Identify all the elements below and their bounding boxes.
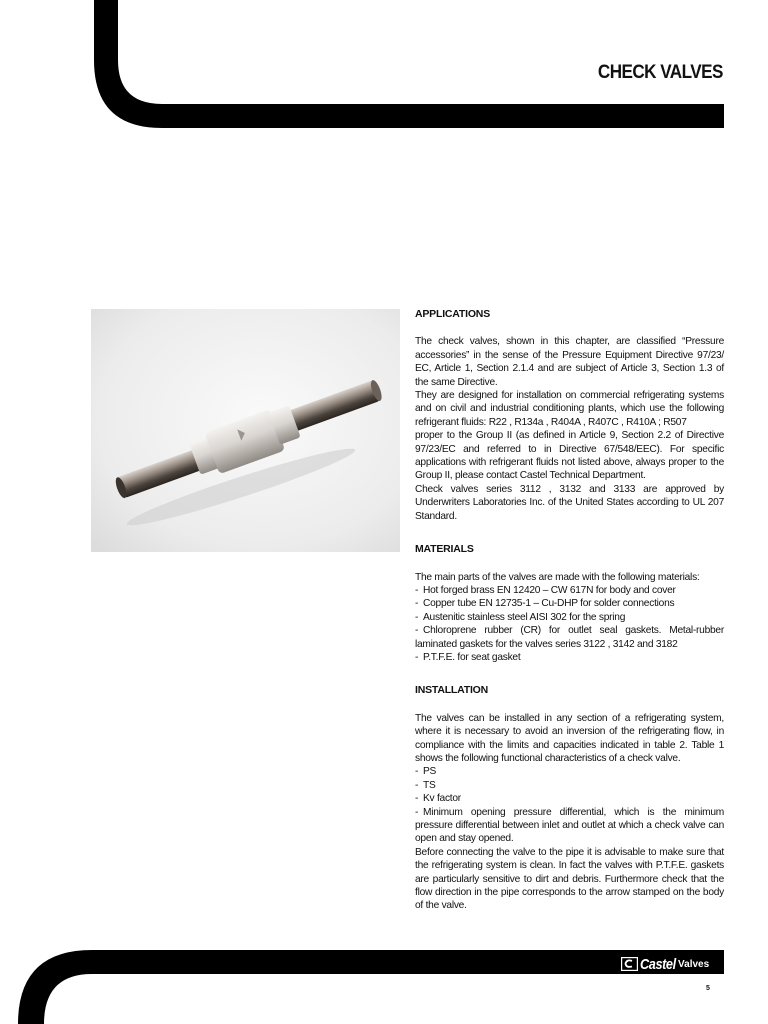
page-title: CHECK VALVES: [598, 62, 723, 83]
applications-heading: APPLICATIONS: [415, 308, 490, 320]
product-line-label: Valves: [678, 958, 710, 970]
applications-paragraph: Check valves series 3112 , 3132 and 3133 are approved by Underwriters Laboratories Inc. of the United States according to UL 207 Standard.: [415, 483, 724, 522]
brand-logo: [621, 955, 709, 973]
installation-outro: Before connecting the valve to the pipe it is advisable to make sure that the refrigerating system is clean. In fact the valves with P.T.F.E. gaskets are particularly sensitive to dirt and debris. Furthermore check that the flow direction in the pipe corresponds to the arrow stamped on the body of the valve.: [415, 846, 724, 912]
applications-section: [415, 308, 724, 523]
main-text-column: [415, 308, 724, 933]
installation-list: [415, 765, 724, 845]
list-item: - Kv factor: [415, 793, 461, 805]
list-item: - Chloroprene rubber (CR) for outlet seal gaskets. Metal-rubber laminated gaskets for the valves series 3122 , 3142 and 3182: [415, 625, 724, 650]
materials-section: [415, 543, 724, 664]
list-item: - P.T.F.E. for seat gasket: [415, 651, 521, 663]
footer-frame: [0, 940, 768, 1024]
installation-heading: INSTALLATION: [415, 684, 489, 697]
list-item: - Austenitic stainless steel AISI 302 for the spring: [415, 611, 626, 623]
materials-intro: The main parts of the valves are made with the following materials:: [415, 571, 700, 583]
list-item: - PS: [415, 766, 437, 778]
installation-intro: The valves can be installed in any section of a refrigerating system, where it is necessary to avoid an inversion of the refrigerating flow, in compliance with the limits and capacities indicated in table 2. Table 1 shows the following functional characteristics of a check valve.: [415, 712, 724, 764]
list-item: - Copper tube EN 12735-1 – Cu-DHP for solder connections: [415, 598, 675, 610]
installation-section: [415, 684, 724, 913]
list-item: - Hot forged brass EN 12420 – CW 617N for body and cover: [415, 584, 676, 596]
page-number: 5: [706, 985, 710, 992]
list-item: - Minimum opening pressure differential, which is the minimum pressure differential between inlet and outlet at which a check valve can open and stay opened.: [415, 806, 724, 845]
applications-paragraph: The check valves, shown in this chapter, are classified “Pressure accessories” in the sense of the Pressure Equipment Directive 97/23/ EC, Article 1, Section 2.1.4 and are subject of Article 3, Section 1.3 of the same Directive.: [415, 336, 724, 388]
brand-name: Castel: [640, 955, 676, 973]
materials-list: [415, 584, 724, 664]
castel-logo-icon: [621, 957, 638, 971]
applications-paragraph: They are designed for installation on commercial refrigerating systems and on civil and industrial conditioning plants, which use the following refrigerant fluids: R22 , R134a , R404A , R407C , R410A ; R507: [415, 390, 724, 428]
list-item: - TS: [415, 779, 436, 791]
applications-paragraph: proper to the Group II (as defined in Article 9, Section 2.2 of Directive 97/23/EC and referred to in Directive 67/548/EEC). For specific applications with refrigerant fluids not listed above, always proper to the Group II, please contact Castel Technical Department.: [415, 430, 724, 482]
materials-heading: MATERIALS: [415, 543, 474, 556]
check-valve-photo: [91, 309, 400, 552]
